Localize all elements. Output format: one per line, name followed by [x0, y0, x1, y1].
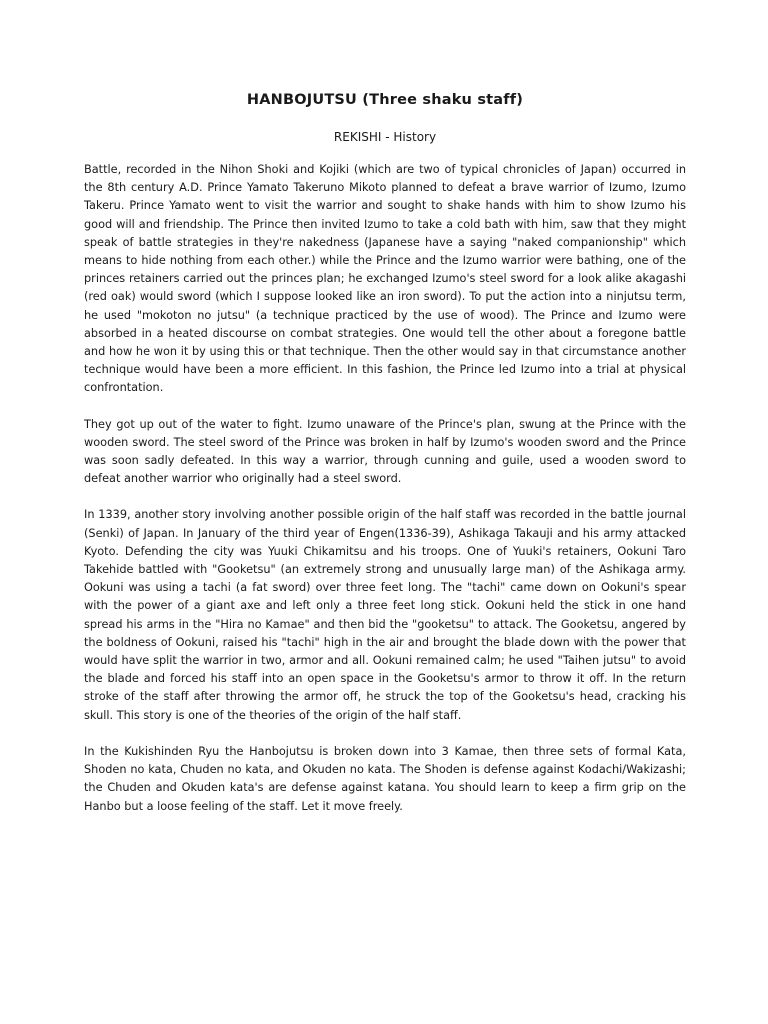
paragraph-1: Battle, recorded in the Nihon Shoki and Kojiki (which are two of typical chronicles of Japan) occurred in the 8th century A.D. Prince Yamato Takeruno Mikoto planned to defeat a brave warrior of Izumo, Izumo Takeru. Prince Yamato went to visit the warrior and sought to shake hands with him to show Izumo his good will and friendship. The Prince then invited Izumo to take a cold bath with him, saw that they might speak of battle strategies in they're nakedness (Japanese have a saying "naked companionship" which means to hide nothing from each other.) while the Prince and the Izumo warrior were bathing, one of the princes retainers carried out the princes plan; he exchanged Izumo's steel sword for a look alike akagashi (red oak) would sword (which I suppose looked like an iron sword). To put the action into a ninjutsu term, he used "mokoton no jutsu" (a technique practiced by the use of wood). The Prince and Izumo were absorbed in a heated discourse on combat strategies. One would tell the other about a foregone battle and how he won it by using this or that technique. Then the other would say in that circumstance another technique would have been a more efficient. In this fashion, the Prince led Izumo into a trial at physical confrontation. [84, 163, 686, 395]
document-page [84, 92, 686, 834]
document-subtitle: REKISHI - History [333, 130, 437, 144]
paragraph-2: They got up out of the water to fight. Izumo unaware of the Prince's plan, swung at the Prince with the wooden sword. The steel sword of the Prince was broken in half by Izumo's wooden sword and the Prince was soon sadly defeated. In this way a warrior, through cunning and guile, used a wooden sword to defeat another warrior who originally had a steel sword. [84, 417, 686, 486]
paragraph-4: In the Kukishinden Ryu the Hanbojutsu is broken down into 3 Kamae, then three sets of formal Kata, Shoden no kata, Chuden no kata, and Okuden no kata. The Shoden is defense against Kodachi/Wakizashi; the Chuden and Okuden kata's are defense against katana. You should learn to keep a firm grip on the Hanbo but a loose feeling of the staff. Let it move freely. [84, 744, 686, 813]
paragraph-3: In 1339, another story involving another possible origin of the half staff was recorded in the battle journal (Senki) of Japan. In January of the third year of Engen(1336-39), Ashikaga Takauji and his army attacked Kyoto. Defending the city was Yuuki Chikamitsu and his troops. One of Yuuki's retainers, Ookuni Taro Takehide battled with "Gooketsu" (an extremely strong and unusually large man) of the Ashikaga army. Ookuni was using a tachi (a fat sword) over three feet long. The "tachi" came down on Ookuni's spear with the power of a giant axe and left only a three feet long stick. Ookuni held the stick in one hand spread his arms in the "Hira no Kamae" and then bid the "gooketsu" to attack. The Gooketsu, angered by the boldness of Ookuni, raised his "tachi" high in the air and brought the blade down with the power that would have split the warrior in two, armor and all. Ookuni remained calm; he used "Taihen jutsu" to avoid the blade and forced his staff into an open space in the Gooketsu's armor to throw it off. In the return stroke of the staff after throwing the armor off, he struck the top of the Gooketsu's head, cracking his skull. This story is one of the theories of the origin of the half staff. [84, 508, 686, 722]
document-title: HANBOJUTSU (Three shaku staff) [246, 92, 524, 108]
